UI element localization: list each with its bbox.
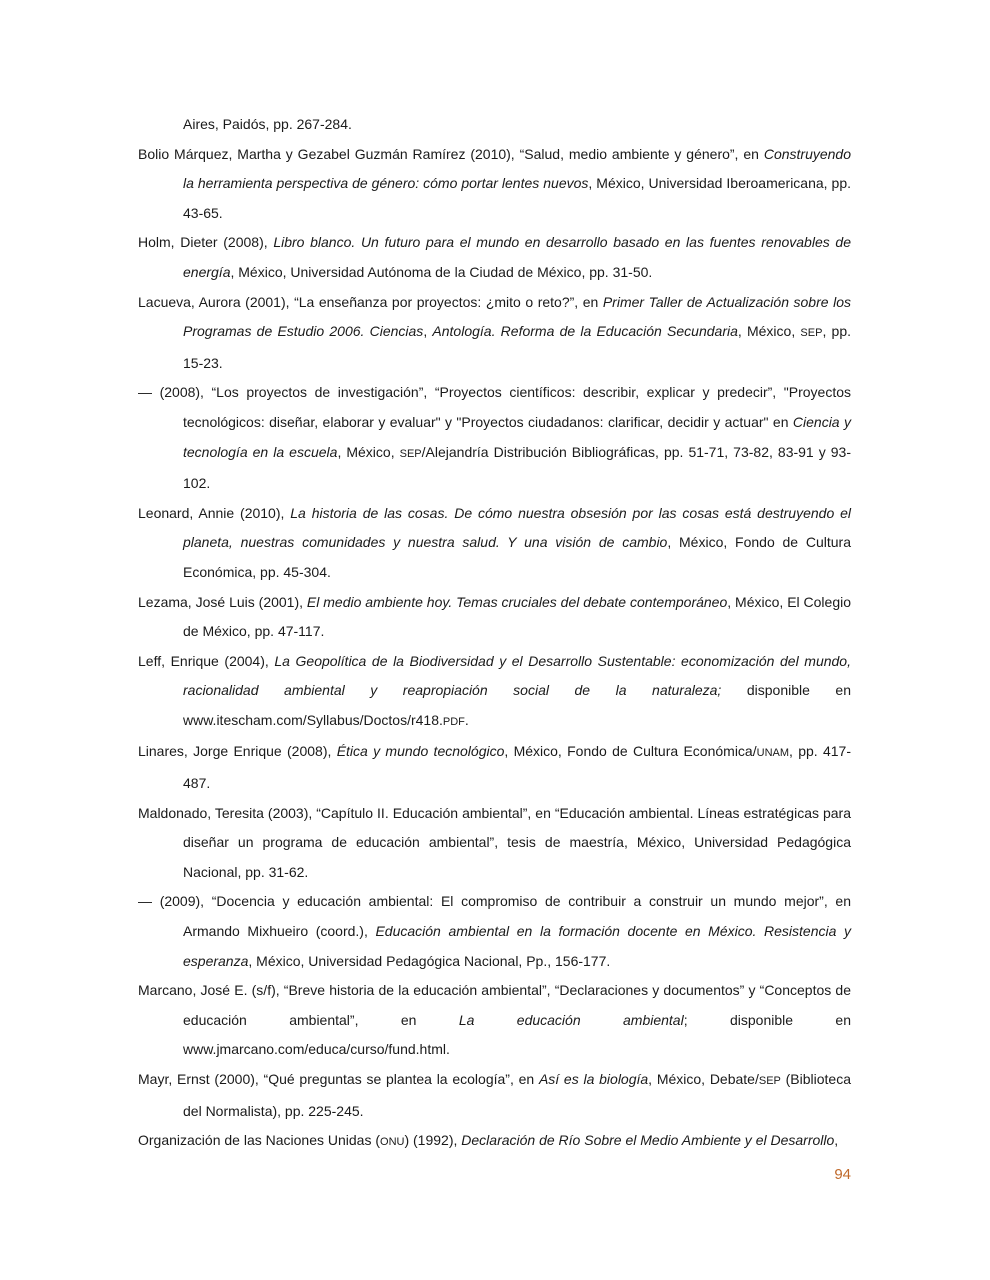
- reference-entry: [138, 799, 851, 888]
- reference-text: , México,: [337, 443, 400, 460]
- reference-text: Aires, Paidós, pp. 267-284.: [183, 116, 352, 132]
- reference-title: Primer Taller de Actualización sobre los Programas de Estudio 2006. Ciencias: [183, 293, 851, 340]
- reference-entry: [138, 228, 851, 287]
- reference-text: /Alejandría Distribución Bibliográficas, pp. 51-71, 73-82, 83-91 y 93-102.: [183, 443, 852, 492]
- reference-title: Libro blanco. Un futuro para el mundo en desarrollo basado en las fuentes renovables de energía: [183, 234, 851, 280]
- reference-title: Construyendo la herramienta perspectiva de género: cómo portar lentes nuevos: [183, 145, 851, 192]
- reference-text: Leonard, Annie (2010),: [138, 504, 291, 521]
- reference-entry: [138, 140, 851, 229]
- reference-title: La educación ambiental: [458, 1011, 684, 1028]
- reference-acronym: SEP: [758, 1075, 781, 1087]
- reference-acronym: UNAM: [756, 747, 790, 760]
- reference-title: Declaración de Río Sobre el Medio Ambiente y el Desarrollo: [461, 1132, 835, 1149]
- reference-entry: [138, 887, 851, 976]
- reference-text: Organización de las Naciones Unidas (: [138, 1132, 381, 1149]
- reference-text: disponible en www.itescham.com/Syllabus/Doctos/r418.: [183, 682, 852, 728]
- reference-text: ) (1992),: [404, 1132, 462, 1149]
- reference-text: Lacueva, Aurora (2001), “La enseñanza por proyectos: ¿mito o reto?”, en: [138, 293, 603, 310]
- reference-text: , México, Universidad Pedagógica Nacional, Pp., 156-177.: [248, 952, 611, 969]
- reference-entry: [138, 499, 851, 588]
- reference-text: Lezama, José Luis (2001),: [138, 593, 307, 610]
- reference-text: — (2008), “Los proyectos de investigación”, “Proyectos científicos: describir, explicar y predecir”, "Proyectos tecnológicos: diseñar, elaborar y evaluar" y "Proyectos ciudadanos: clarificar, decidir y actuar" en: [138, 384, 851, 430]
- reference-text: ,: [834, 1132, 839, 1149]
- reference-text: Linares, Jorge Enrique (2008),: [138, 743, 337, 760]
- reference-text: , México, El Colegio de México, pp. 47-117.: [183, 593, 852, 640]
- reference-title: La Geopolítica de la Biodiversidad y el Desarrollo Sustentable: economización del mundo, racionalidad ambiental y reapropiación social de la naturaleza;: [183, 652, 851, 699]
- reference-acronym: PDF: [442, 715, 465, 728]
- reference-title: Educación ambiental en la formación docente en México. Resistencia y esperanza: [183, 923, 851, 969]
- reference-text: — (2009), “Docencia y educación ambiental: El compromiso de contribuir a construir un mundo mejor”, en Armando Mixhueiro (coord.),: [138, 893, 851, 940]
- reference-title: Ética y mundo tecnológico: [336, 743, 505, 760]
- reference-text: , pp. 417-487.: [183, 743, 852, 792]
- reference-title: Antología. Reforma de la Educación Secundaria: [432, 323, 738, 340]
- reference-text: Mayr, Ernst (2000), “Qué preguntas se plantea la ecología”, en: [138, 1071, 539, 1087]
- reference-entry: [138, 588, 851, 647]
- reference-acronym: SEP: [399, 447, 422, 460]
- reference-entry: [138, 1065, 851, 1126]
- reference-text: , México, Universidad Autónoma de la Ciudad de México, pp. 31-50.: [230, 263, 653, 280]
- reference-entry: [138, 1126, 851, 1158]
- reference-acronym: SEP: [800, 327, 823, 340]
- reference-entry: [138, 647, 851, 738]
- reference-text: (Biblioteca del Normalista), pp. 225-245.: [183, 1071, 852, 1119]
- reference-entry: [138, 976, 851, 1065]
- reference-text: Bolio Márquez, Martha y Gezabel Guzmán Ramírez (2010), “Salud, medio ambiente y género”, en: [138, 145, 764, 162]
- reference-text: ; disponible en www.jmarcano.com/educa/curso/fund.html.: [183, 1011, 852, 1058]
- reference-text: , México, Fondo de Cultura Económica, pp. 45-304.: [183, 534, 851, 580]
- reference-text: .: [464, 711, 469, 728]
- reference-text: ,: [423, 323, 433, 340]
- reference-text: , México, Universidad Iberoamericana, pp. 43-65.: [183, 175, 851, 221]
- reference-text: Leff, Enrique (2004),: [138, 652, 275, 669]
- reference-text: , pp. 15-23.: [183, 323, 851, 371]
- reference-title: La historia de las cosas. De cómo nuestra obsesión por las cosas está destruyendo el planeta, nuestras comunidades y nuestra salud. Y una visión de cambio: [183, 504, 851, 551]
- reference-text: Marcano, José E. (s/f), “Breve historia de la educación ambiental”, “Declaraciones y documentos” y “Conceptos de educación ambiental”, en: [138, 982, 851, 1028]
- reference-title: Así es la biología: [538, 1071, 649, 1087]
- reference-title: El medio ambiente hoy. Temas cruciales del debate contemporáneo: [306, 593, 728, 610]
- bibliography-list: [138, 110, 851, 1158]
- reference-entry: [138, 110, 851, 140]
- reference-title: Ciencia y tecnología en la escuela: [183, 413, 851, 460]
- reference-entry: [138, 288, 851, 379]
- reference-entry: [138, 378, 851, 498]
- reference-text: Maldonado, Teresita (2003), “Capítulo II. Educación ambiental”, en “Educación ambiental. Líneas estratégicas para diseñar un programa de educación ambiental”, tesis de maestría, México, Universidad Pedagógica Nacional, pp. 31-62.: [138, 804, 851, 880]
- reference-text: , México, Fondo de Cultura Económica/: [504, 743, 757, 760]
- reference-acronym: ONU: [380, 1136, 405, 1149]
- page-number: 94: [834, 1166, 851, 1183]
- reference-text: , México,: [737, 323, 801, 340]
- reference-text: , México, Debate/: [648, 1071, 759, 1087]
- reference-text: Holm, Dieter (2008),: [138, 234, 274, 251]
- reference-entry: [138, 737, 851, 798]
